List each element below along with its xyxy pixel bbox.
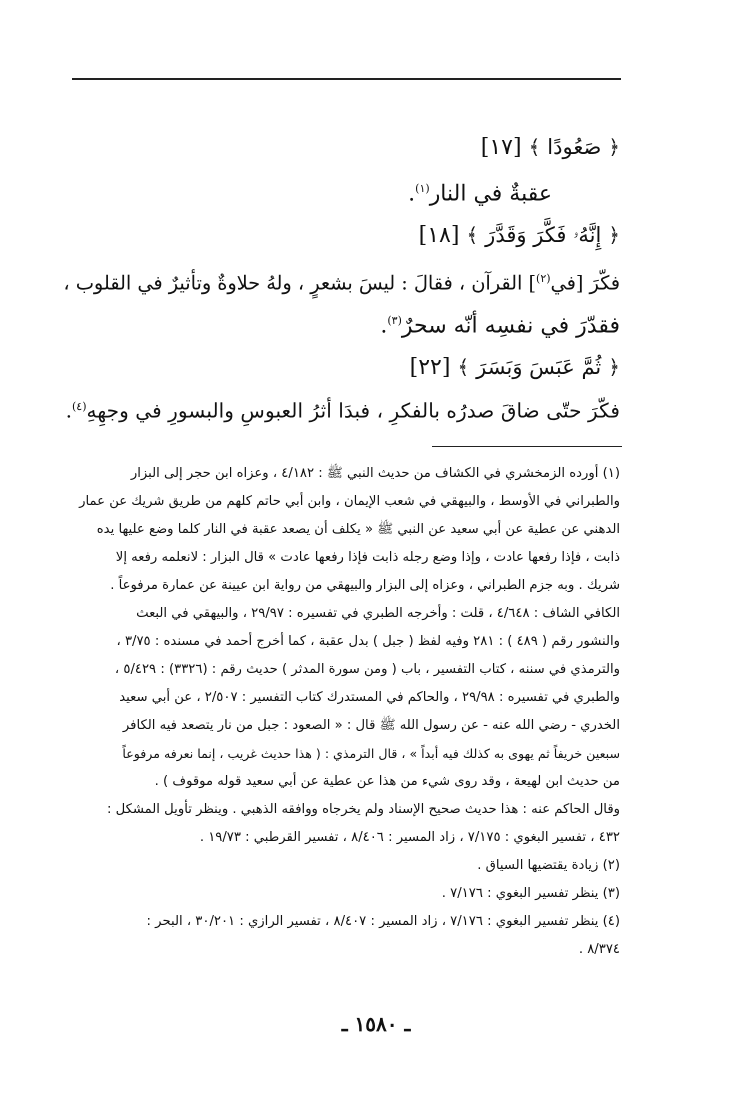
commentary-line: فكّرَ حتّى ضاقَ صدرُه بالفكرِ ، فبدَا أثرُ العبوسِ والبسورِ في وجهِهِ$^{(٤)}$. xyxy=(65,398,620,423)
footnote-line: والطبراني في الأوسط ، والبيهقي في شعب الإيمان ، وابن أبي حاتم كلهم من طريق شريك عن عمار xyxy=(79,494,620,509)
footnote-line: (٢) زيادة يقتضيها السياق . xyxy=(477,858,620,873)
footnote-line: ٤٣٢ ، تفسير البغوي : ٧/١٧٥ ، زاد المسير : ٨/٤٠٦ ، تفسير القرطبي : ١٩/٧٣ . xyxy=(199,830,620,845)
footnote-line: الكافي الشاف : ٤/٦٤٨ ، قلت : وأخرجه الطبري في تفسيره : ٢٩/٩٧ ، والبيهقي في البعث xyxy=(136,606,620,621)
ornate-bracket-close: ﴾ xyxy=(528,135,541,159)
ornate-bracket-open: ﴿ xyxy=(608,135,620,159)
footnote-line: (٤) ينظر تفسير البغوي : ٧/١٧٦ ، زاد المسير : ٨/٤٠٧ ، تفسير الرازي : ٣٠/٢٠١ ، البحر : xyxy=(146,914,620,929)
verse-heading-22 xyxy=(410,350,620,385)
quran-verse: إِنَّهُۥ فَكَّرَ وَقَدَّرَ xyxy=(485,223,602,247)
ornate-bracket-open: ﴿ xyxy=(608,355,620,379)
footnote-line: من حديث ابن لهيعة ، وقد روى شيء من هذا عن عطية عن أبي سعيد قوله موقوف ) . xyxy=(154,774,620,789)
footnote-line: والنشور رقم ( ٤٨٩ ) : ٢٨١ وفيه لفظ ( جبل ) بدل عقبة ، كما أخرج أحمد في مسنده : ٣/٧٥ ، xyxy=(116,634,620,649)
footnote-separator xyxy=(432,446,622,447)
header-rule xyxy=(72,78,621,80)
footnote-marker: (١) xyxy=(415,182,430,195)
ornate-bracket-close: ﴾ xyxy=(466,223,479,247)
footnote-line: (١) أورده الزمخشري في الكشاف من حديث النبي ﷺ : ٤/١٨٢ ، وعزاه ابن حجر إلى البزار xyxy=(130,466,620,481)
footnote-line: وقال الحاكم عنه : هذا حديث صحيح الإسناد ولم يخرجاه ووافقه الذهبي . وينظر تأويل المشكل : xyxy=(107,802,620,817)
verse-number: [٢٢] xyxy=(409,355,451,380)
footnote-line: (٣) ينظر تفسير البغوي : ٧/١٧٦ . xyxy=(441,886,620,901)
page-number: ـ ١٥٨٠ ـ xyxy=(341,1012,411,1036)
ornate-bracket-open: ﴿ xyxy=(608,223,620,247)
verse-heading-17 xyxy=(481,130,620,165)
commentary-line: عقبةٌ في النار$^{(١)}$. xyxy=(408,181,552,207)
footnote-line: الخدري - رضي الله عنه - عن رسول الله ﷺ قال : « الصعود : جبل من نار يتصعد فيه الكافر xyxy=(122,718,620,733)
footnote-line: الدهني عن عطية عن أبي سعيد عن النبي ﷺ « يكلف أن يصعد عقبة في النار كلما وضع عليها يده xyxy=(96,522,620,537)
verse-number: [١٧] xyxy=(480,135,522,160)
verse-heading-18 xyxy=(419,218,620,253)
commentary-line: فقدّرَ في نفسِه أنّه سحرٌ$^{(٣)}$. xyxy=(380,313,620,339)
footnote-marker: (٢) xyxy=(536,272,551,285)
footnote-line: . ٨/٣٧٤ xyxy=(578,942,620,957)
ornate-bracket-close: ﴾ xyxy=(457,355,470,379)
footnote-line: شريك . وبه جزم الطبراني ، وعزاه إلى البزار والبيهقي من رواية ابن عيينة عن عمارة مرفوعاً . xyxy=(110,578,620,593)
quran-verse: صَعُودًا xyxy=(547,135,602,159)
footnote-line: والطبري في تفسيره : ٢٩/٩٨ ، والحاكم في المستدرك كتاب التفسير : ٢/٥٠٧ ، عن أبي سعيد xyxy=(119,690,620,705)
quran-verse: ثُمَّ عَبَسَ وَبَسَرَ xyxy=(476,355,602,379)
footnote-marker: (٣) xyxy=(387,314,402,327)
commentary-line: فكّرَ [في$^{(٢)}$] القرآن ، فقالَ : ليسَ بشعرٍ ، ولهُ حلاوةٌ وتأثيرٌ في القلوب ، xyxy=(63,271,620,295)
footnote-line: ذابت ، فإذا رفعها عادت ، وإذا وضع رجله ذابت فإذا رفعها عادت » قال البزار : لانعلمه رفعه إلا xyxy=(115,550,620,565)
footnote-line: سبعين خريفاً ثم يهوى به كذلك فيه أبداً » ، قال الترمذي : ( هذا حديث غريب ، إنما نعرفه مرفوعاً xyxy=(122,746,620,761)
footnote-line: والترمذي في سننه ، كتاب التفسير ، باب ( ومن سورة المدثر ) حديث رقم : (٣٣٢٦) : ٥/٤٢٩ ، xyxy=(114,662,620,677)
footnote-marker: (٤) xyxy=(72,400,87,413)
verse-number: [١٨] xyxy=(418,223,460,248)
